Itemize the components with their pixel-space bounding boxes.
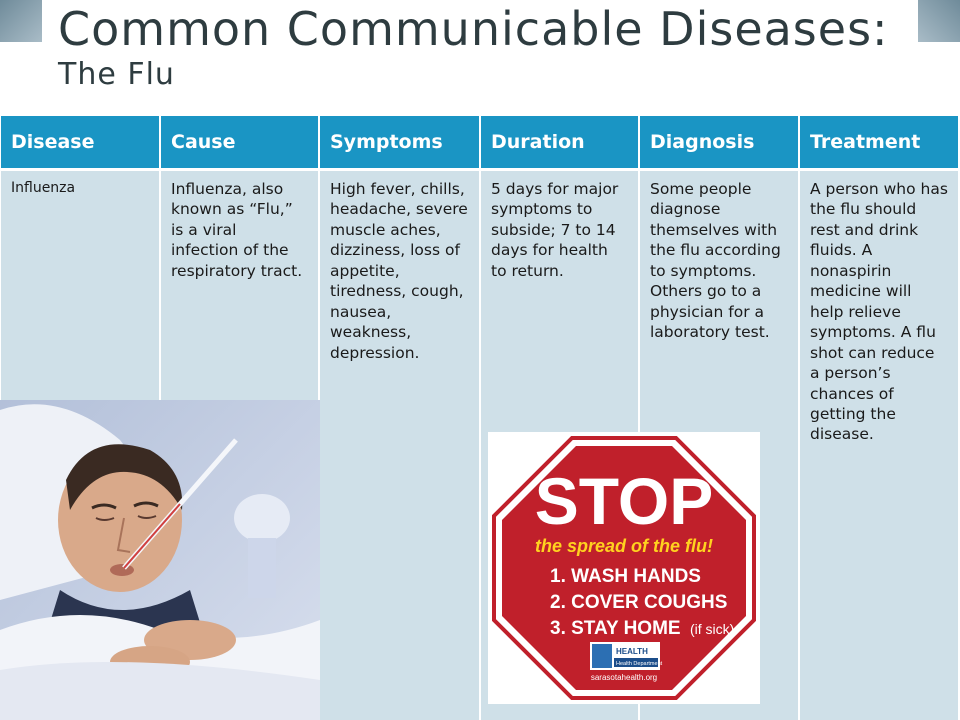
- corner-decoration-right: [918, 0, 960, 42]
- table-header-row: [1, 116, 959, 170]
- header-duration: Duration: [480, 116, 639, 170]
- header-diagnosis: Diagnosis: [639, 116, 799, 170]
- slide-title: Common Communicable Diseases:: [58, 2, 889, 56]
- slide-subtitle: The Flu: [58, 57, 175, 92]
- step-stay-home: 3. STAY HOME: [550, 618, 681, 639]
- header-treatment: Treatment: [799, 116, 959, 170]
- sick-man-illustration: [0, 400, 320, 720]
- stop-heading: STOP: [534, 464, 714, 538]
- cell-symptoms: High fever, chills, headache, severe muscle aches, dizziness, loss of appetite, tiredness, cough, nausea, weakness, depression.: [319, 170, 480, 720]
- header-symptoms: Symptoms: [319, 116, 480, 170]
- stop-sign-graphic: [488, 432, 760, 704]
- cell-diagnosis: Some people diagnose themselves with the flu according to symptoms. Others go to a physician for a laboratory test.: [639, 170, 799, 720]
- stop-tagline: the spread of the flu!: [534, 536, 714, 556]
- health-logo-name: HEALTH: [616, 647, 648, 656]
- step-wash-hands: 1. WASH HANDS: [550, 566, 701, 587]
- sick-man-photo: [0, 400, 320, 720]
- cell-treatment: A person who has the flu should rest and drink fluids. A nonaspirin medicine will help relieve symptoms. A flu shot can reduce a person’s chances of getting the disease.: [799, 170, 959, 720]
- health-url: sarasotahealth.org: [590, 673, 658, 682]
- stop-flu-poster: [488, 432, 760, 704]
- cell-duration: 5 days for major symptoms to subside; 7 to 14 days for health to return.: [480, 170, 639, 720]
- slide-title-block: [58, 2, 889, 92]
- header-disease: Disease: [1, 116, 160, 170]
- header-cause: Cause: [160, 116, 319, 170]
- cell-cause: Influenza, also known as “Flu,” is a viral infection of the respiratory tract.: [160, 170, 319, 720]
- step-cover-coughs: 2. COVER COUGHS: [550, 592, 728, 613]
- health-logo-dept: Health Department: [616, 661, 663, 667]
- corner-decoration-left: [0, 0, 42, 42]
- step-stay-home-note: (if sick): [690, 621, 735, 637]
- health-logo-emblem-icon: [592, 644, 612, 668]
- cell-disease: Influenza: [1, 170, 160, 720]
